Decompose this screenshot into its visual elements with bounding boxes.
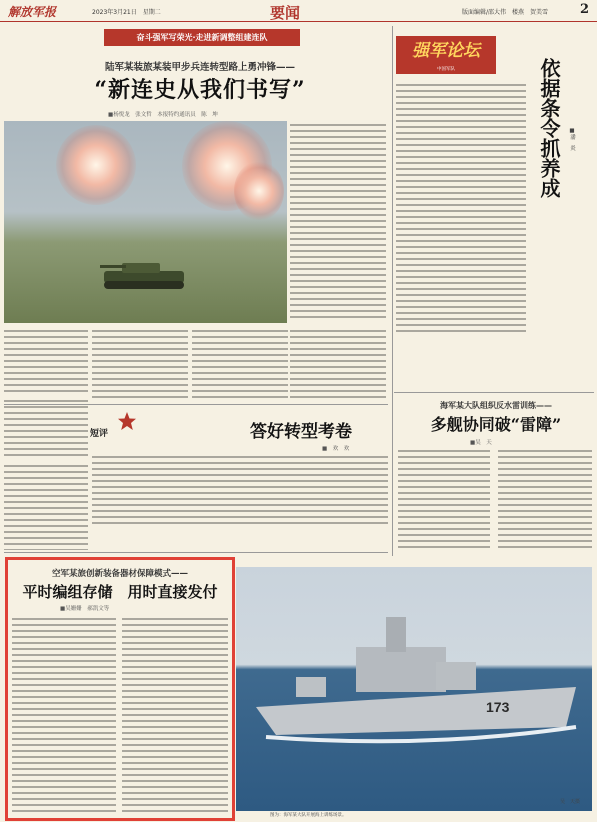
lead-body-column: [92, 330, 188, 400]
short-commentary-label: 短评: [90, 429, 109, 439]
exercise-body: [498, 450, 592, 550]
warship-icon: [236, 567, 592, 811]
lead-body-column: [4, 400, 88, 460]
warship-photo: [236, 567, 592, 811]
page-editors: 版面编辑/邵大伟 楼燕 贺美雪: [462, 9, 549, 16]
editorial-author: ■潘 炎: [569, 128, 575, 151]
series-banner: 奋斗强军写荣光·走进新调整组建连队: [104, 29, 300, 46]
lead-body-column: [192, 330, 288, 400]
exercise-kicker: 海军某大队组织反水雷训练——: [440, 401, 552, 410]
page-number: 2: [580, 2, 590, 17]
divider: [4, 552, 388, 553]
photo-credit: 吴 天摄: [560, 799, 581, 805]
explosion-burst: [234, 161, 284, 221]
issue-date: 2023年3月21日 星期二: [92, 9, 161, 16]
editorial-body: [396, 84, 526, 336]
lead-body-column: [4, 330, 88, 396]
exercise-byline: ■吴 天: [470, 440, 492, 446]
highlight-title: 平时编组存储 用时直接发付: [22, 583, 218, 601]
editorial-column-badge: 强军论坛: [396, 36, 496, 74]
newspaper-logo: 解放军报: [8, 5, 57, 19]
highlight-body: [122, 618, 228, 814]
highlight-byline: ■吴姗姗 郝凯文等: [60, 606, 110, 612]
divider: [392, 26, 393, 556]
lead-body-column: [290, 124, 386, 320]
star-emblem-icon: [116, 410, 138, 432]
short-commentary-byline: ■ 欢 欢: [322, 446, 350, 452]
explosion-burst: [56, 125, 136, 205]
editorial-title: 依据条令抓养成: [537, 58, 561, 198]
highlight-kicker: 空军某旅创新装备器材保障模式——: [51, 569, 188, 579]
highlight-body: [12, 618, 116, 814]
tank-icon: [98, 253, 190, 291]
lead-byline: ■杨悦龙 张文哲 本报特约通讯员 陈 坤: [108, 112, 218, 118]
short-commentary-body: [92, 456, 388, 526]
lead-kicker: 陆军某装旅某装甲步兵连转型路上勇冲锋——: [104, 62, 295, 73]
svg-text:173: 173: [486, 699, 510, 715]
divider: [4, 404, 388, 405]
divider: [394, 392, 594, 393]
editorial-column-sub: 中国军队: [437, 67, 455, 72]
exercise-body: [398, 450, 490, 550]
short-commentary-title: 答好转型考卷: [250, 422, 352, 442]
exercise-title: 多舰协同破“雷障”: [430, 415, 562, 434]
lead-photo-tank: [4, 121, 287, 323]
photo-caption: 图为：海军某大队开展海上训练场景。: [270, 813, 347, 818]
masthead: [0, 0, 597, 22]
lead-body-column: [4, 465, 88, 550]
lead-body-column: [290, 330, 386, 400]
section-title: 要闻: [270, 4, 301, 22]
lead-headline: “新连史从我们书写”: [94, 77, 306, 103]
